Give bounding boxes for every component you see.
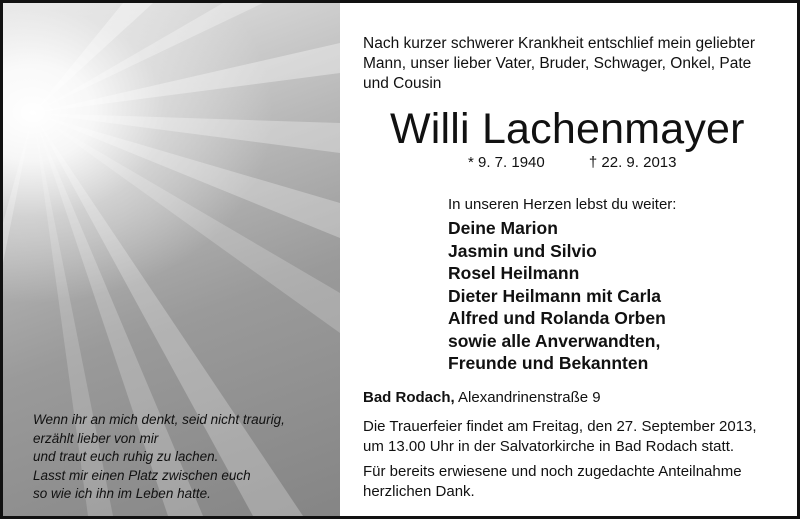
mourners-heading: In unseren Herzen lebst du weiter: <box>448 196 677 213</box>
notice-text-panel <box>340 3 797 516</box>
mourner-name: Dieter Heilmann mit Carla <box>448 285 661 306</box>
intro-text <box>363 34 783 94</box>
intro-line: Mann, unser lieber Vater, Bruder, Schwager, Onkel, Pate <box>363 55 752 72</box>
poem-line: Wenn ihr an mich denkt, seid nicht traurig, <box>33 412 285 427</box>
mourner-name: Jasmin und Silvio <box>448 240 597 261</box>
service-line: um 13.00 Uhr in der Salvatorkirche in Bad Rodach statt. <box>363 438 735 455</box>
mourner-name: Rosel Heilmann <box>448 263 580 283</box>
sunburst-image-panel <box>3 3 340 516</box>
thanks-line: herzlichen Dank. <box>363 483 475 500</box>
life-dates <box>468 153 676 173</box>
poem-line: und traut euch ruhig zu lachen. <box>33 449 219 464</box>
intro-line: und Cousin <box>363 75 442 92</box>
mourner-name: sowie alle Anverwandten, <box>448 330 661 351</box>
family-address <box>363 388 601 408</box>
address-city: Bad Rodach, <box>363 389 455 406</box>
death-date: † 22. 9. 2013 <box>588 154 677 171</box>
mourner-name: Freunde und Bekannten <box>448 353 649 373</box>
intro-line: Nach kurzer schwerer Krankheit entschlief mein geliebter <box>363 35 755 52</box>
memorial-poem <box>33 411 285 504</box>
mourner-name: Deine Marion <box>448 218 558 238</box>
birth-date: * 9. 7. 1940 <box>468 154 545 171</box>
thanks-text <box>363 462 742 502</box>
funeral-service-info <box>363 417 757 457</box>
thanks-line: Für bereits erwiesene und noch zugedachte Anteilnahme <box>363 463 742 480</box>
mourners-list <box>448 217 666 375</box>
poem-line: Lasst mir einen Platz zwischen euch <box>33 467 251 483</box>
poem-line: erzählt lieber von mir <box>33 430 159 446</box>
address-street: Alexandrinenstraße 9 <box>454 389 601 406</box>
service-line: Die Trauerfeier findet am Freitag, den 27. September 2013, <box>363 418 757 435</box>
poem-line: so wie ich ihn im Leben hatte. <box>33 486 211 501</box>
deceased-name: Willi Lachenmayer <box>390 105 745 153</box>
mourner-name: Alfred und Rolanda Orben <box>448 308 666 328</box>
